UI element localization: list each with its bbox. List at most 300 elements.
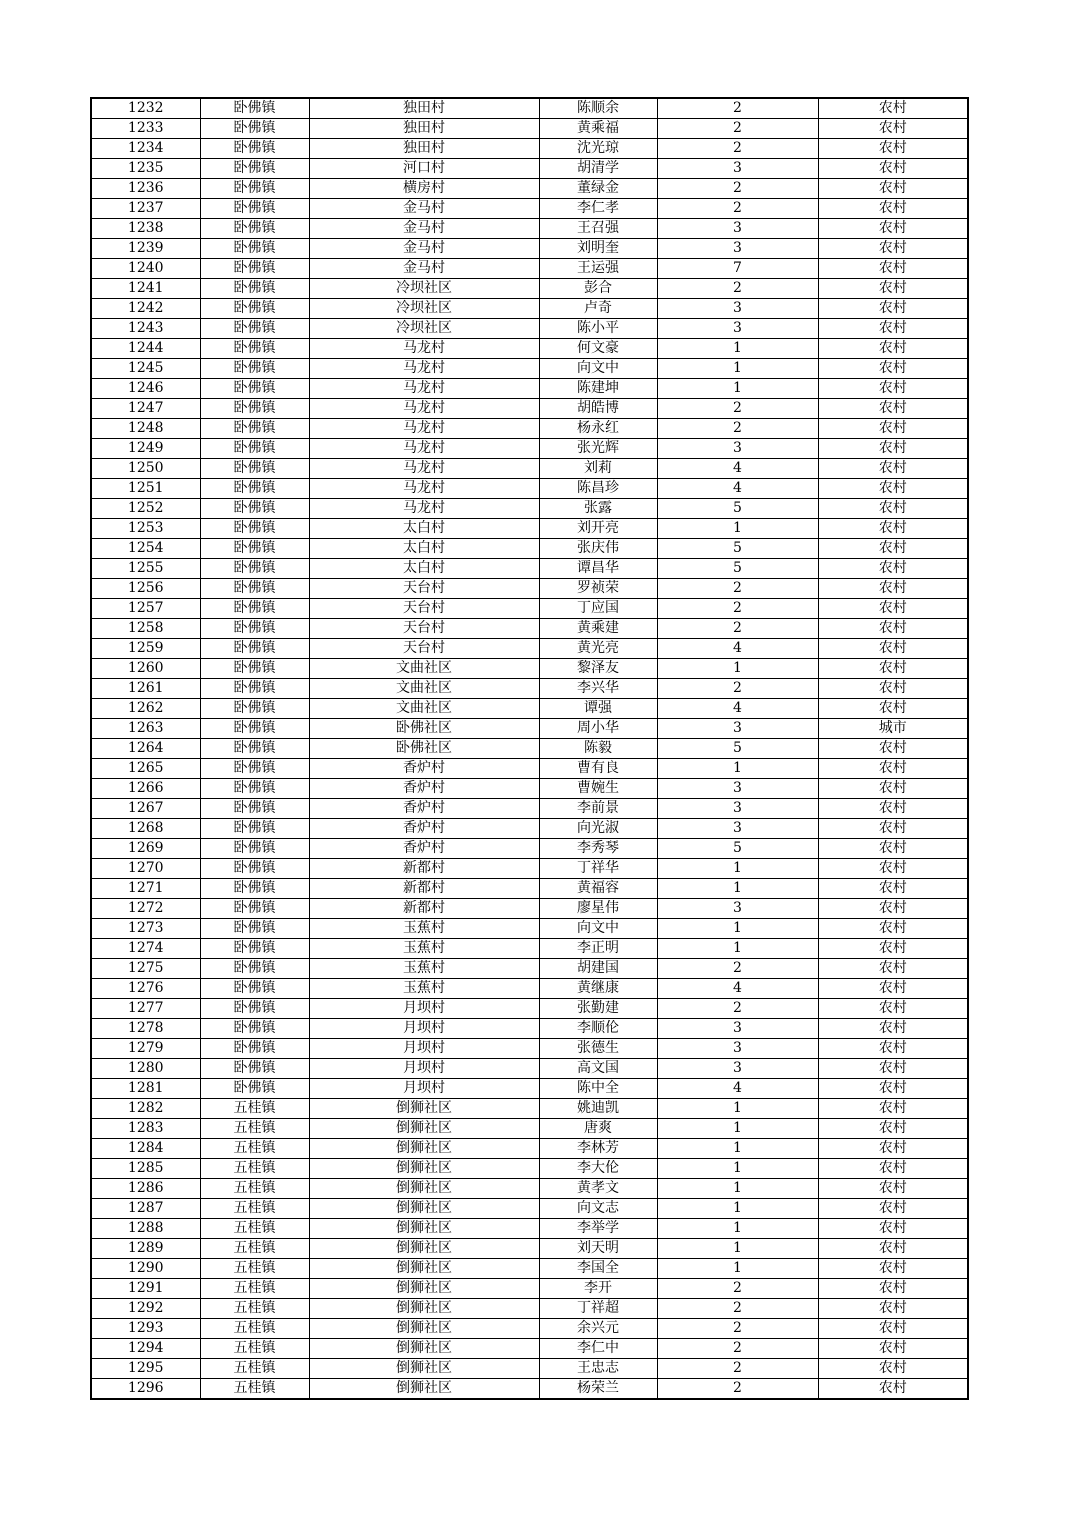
count-cell: 1 <box>657 379 818 399</box>
town-cell: 卧佛镇 <box>200 719 309 739</box>
row-number-cell: 1243 <box>91 319 200 339</box>
name-cell: 黄乘福 <box>539 119 657 139</box>
row-number-cell: 1237 <box>91 199 200 219</box>
name-cell: 陈昌珍 <box>539 479 657 499</box>
type-cell: 农村 <box>818 479 968 499</box>
type-cell: 农村 <box>818 259 968 279</box>
town-cell: 卧佛镇 <box>200 559 309 579</box>
table-row <box>91 559 968 579</box>
town-cell: 五桂镇 <box>200 1379 309 1400</box>
village-cell: 马龙村 <box>309 499 539 519</box>
town-cell: 卧佛镇 <box>200 179 309 199</box>
table-row <box>91 179 968 199</box>
type-cell: 农村 <box>818 499 968 519</box>
name-cell: 何文豪 <box>539 339 657 359</box>
town-cell: 卧佛镇 <box>200 339 309 359</box>
type-cell: 农村 <box>818 239 968 259</box>
table-row <box>91 679 968 699</box>
town-cell: 卧佛镇 <box>200 619 309 639</box>
row-number-cell: 1254 <box>91 539 200 559</box>
type-cell: 农村 <box>818 98 968 119</box>
town-cell: 五桂镇 <box>200 1099 309 1119</box>
town-cell: 卧佛镇 <box>200 959 309 979</box>
town-cell: 卧佛镇 <box>200 999 309 1019</box>
row-number-cell: 1296 <box>91 1379 200 1400</box>
count-cell: 3 <box>657 1039 818 1059</box>
row-number-cell: 1249 <box>91 439 200 459</box>
name-cell: 王运强 <box>539 259 657 279</box>
name-cell: 卢奇 <box>539 299 657 319</box>
town-cell: 卧佛镇 <box>200 379 309 399</box>
village-cell: 玉蕉村 <box>309 979 539 999</box>
town-cell: 卧佛镇 <box>200 139 309 159</box>
name-cell: 姚迪凯 <box>539 1099 657 1119</box>
type-cell: 农村 <box>818 1059 968 1079</box>
table-row <box>91 779 968 799</box>
row-number-cell: 1262 <box>91 699 200 719</box>
count-cell: 5 <box>657 839 818 859</box>
type-cell: 农村 <box>818 1379 968 1400</box>
row-number-cell: 1256 <box>91 579 200 599</box>
row-number-cell: 1292 <box>91 1299 200 1319</box>
count-cell: 4 <box>657 479 818 499</box>
village-cell: 天台村 <box>309 639 539 659</box>
row-number-cell: 1247 <box>91 399 200 419</box>
row-number-cell: 1244 <box>91 339 200 359</box>
village-cell: 玉蕉村 <box>309 959 539 979</box>
name-cell: 黄乘建 <box>539 619 657 639</box>
row-number-cell: 1285 <box>91 1159 200 1179</box>
name-cell: 向文中 <box>539 359 657 379</box>
village-cell: 倒狮社区 <box>309 1219 539 1239</box>
town-cell: 卧佛镇 <box>200 519 309 539</box>
village-cell: 倒狮社区 <box>309 1159 539 1179</box>
table-row <box>91 519 968 539</box>
count-cell: 2 <box>657 279 818 299</box>
count-cell: 3 <box>657 819 818 839</box>
name-cell: 谭昌华 <box>539 559 657 579</box>
village-cell: 金马村 <box>309 259 539 279</box>
village-cell: 河口村 <box>309 159 539 179</box>
village-cell: 倒狮社区 <box>309 1319 539 1339</box>
village-cell: 倒狮社区 <box>309 1179 539 1199</box>
table-row <box>91 599 968 619</box>
village-cell: 独田村 <box>309 98 539 119</box>
row-number-cell: 1279 <box>91 1039 200 1059</box>
table-row <box>91 999 968 1019</box>
name-cell: 张庆伟 <box>539 539 657 559</box>
table-row <box>91 799 968 819</box>
table-row <box>91 219 968 239</box>
row-number-cell: 1233 <box>91 119 200 139</box>
table-row <box>91 379 968 399</box>
row-number-cell: 1259 <box>91 639 200 659</box>
type-cell: 农村 <box>818 439 968 459</box>
count-cell: 1 <box>657 359 818 379</box>
name-cell: 李前景 <box>539 799 657 819</box>
table-row <box>91 299 968 319</box>
type-cell: 农村 <box>818 1099 968 1119</box>
row-number-cell: 1268 <box>91 819 200 839</box>
name-cell: 陈毅 <box>539 739 657 759</box>
type-cell: 农村 <box>818 299 968 319</box>
row-number-cell: 1236 <box>91 179 200 199</box>
count-cell: 2 <box>657 619 818 639</box>
count-cell: 3 <box>657 159 818 179</box>
count-cell: 1 <box>657 759 818 779</box>
row-number-cell: 1287 <box>91 1199 200 1219</box>
name-cell: 黄继康 <box>539 979 657 999</box>
count-cell: 1 <box>657 1219 818 1239</box>
count-cell: 4 <box>657 979 818 999</box>
count-cell: 1 <box>657 659 818 679</box>
name-cell: 刘开亮 <box>539 519 657 539</box>
table-row <box>91 1259 968 1279</box>
town-cell: 五桂镇 <box>200 1119 309 1139</box>
type-cell: 农村 <box>818 1199 968 1219</box>
name-cell: 李秀琴 <box>539 839 657 859</box>
count-cell: 2 <box>657 1319 818 1339</box>
table-row <box>91 98 968 119</box>
table-row <box>91 359 968 379</box>
row-number-cell: 1251 <box>91 479 200 499</box>
table-row <box>91 1379 968 1400</box>
name-cell: 向文中 <box>539 919 657 939</box>
type-cell: 农村 <box>818 459 968 479</box>
village-cell: 马龙村 <box>309 379 539 399</box>
village-cell: 横房村 <box>309 179 539 199</box>
type-cell: 农村 <box>818 1279 968 1299</box>
village-cell: 月坝村 <box>309 1079 539 1099</box>
table-row <box>91 839 968 859</box>
town-cell: 卧佛镇 <box>200 879 309 899</box>
town-cell: 卧佛镇 <box>200 399 309 419</box>
row-number-cell: 1248 <box>91 419 200 439</box>
type-cell: 农村 <box>818 159 968 179</box>
count-cell: 2 <box>657 1339 818 1359</box>
table-row <box>91 499 968 519</box>
village-cell: 卧佛社区 <box>309 719 539 739</box>
village-cell: 香炉村 <box>309 819 539 839</box>
village-cell: 倒狮社区 <box>309 1139 539 1159</box>
town-cell: 五桂镇 <box>200 1199 309 1219</box>
table-row <box>91 1319 968 1339</box>
village-cell: 倒狮社区 <box>309 1119 539 1139</box>
village-cell: 倒狮社区 <box>309 1339 539 1359</box>
village-cell: 新都村 <box>309 859 539 879</box>
village-cell: 独田村 <box>309 139 539 159</box>
name-cell: 张德生 <box>539 1039 657 1059</box>
row-number-cell: 1294 <box>91 1339 200 1359</box>
name-cell: 陈中全 <box>539 1079 657 1099</box>
town-cell: 卧佛镇 <box>200 439 309 459</box>
name-cell: 陈小平 <box>539 319 657 339</box>
table-row <box>91 699 968 719</box>
town-cell: 卧佛镇 <box>200 459 309 479</box>
table-row <box>91 659 968 679</box>
name-cell: 王忠志 <box>539 1359 657 1379</box>
count-cell: 5 <box>657 499 818 519</box>
town-cell: 卧佛镇 <box>200 679 309 699</box>
table-row <box>91 1119 968 1139</box>
table-row <box>91 919 968 939</box>
village-cell: 天台村 <box>309 579 539 599</box>
town-cell: 卧佛镇 <box>200 239 309 259</box>
village-cell: 玉蕉村 <box>309 919 539 939</box>
village-cell: 月坝村 <box>309 1039 539 1059</box>
type-cell: 农村 <box>818 1119 968 1139</box>
row-number-cell: 1272 <box>91 899 200 919</box>
count-cell: 1 <box>657 1259 818 1279</box>
table-row <box>91 1019 968 1039</box>
table-row <box>91 139 968 159</box>
count-cell: 1 <box>657 939 818 959</box>
row-number-cell: 1293 <box>91 1319 200 1339</box>
table-row <box>91 419 968 439</box>
name-cell: 李开 <box>539 1279 657 1299</box>
name-cell: 李顺伦 <box>539 1019 657 1039</box>
table-row <box>91 259 968 279</box>
town-cell: 五桂镇 <box>200 1239 309 1259</box>
row-number-cell: 1284 <box>91 1139 200 1159</box>
count-cell: 7 <box>657 259 818 279</box>
count-cell: 4 <box>657 699 818 719</box>
table-row <box>91 719 968 739</box>
name-cell: 李举学 <box>539 1219 657 1239</box>
town-cell: 五桂镇 <box>200 1139 309 1159</box>
town-cell: 卧佛镇 <box>200 979 309 999</box>
type-cell: 农村 <box>818 199 968 219</box>
type-cell: 农村 <box>818 739 968 759</box>
type-cell: 农村 <box>818 559 968 579</box>
count-cell: 5 <box>657 739 818 759</box>
town-cell: 卧佛镇 <box>200 539 309 559</box>
table-row <box>91 1179 968 1199</box>
type-cell: 农村 <box>818 1339 968 1359</box>
row-number-cell: 1278 <box>91 1019 200 1039</box>
type-cell: 农村 <box>818 839 968 859</box>
type-cell: 农村 <box>818 1179 968 1199</box>
count-cell: 3 <box>657 1059 818 1079</box>
name-cell: 周小华 <box>539 719 657 739</box>
row-number-cell: 1289 <box>91 1239 200 1259</box>
count-cell: 2 <box>657 119 818 139</box>
town-cell: 卧佛镇 <box>200 819 309 839</box>
village-cell: 倒狮社区 <box>309 1199 539 1219</box>
town-cell: 卧佛镇 <box>200 759 309 779</box>
town-cell: 卧佛镇 <box>200 659 309 679</box>
name-cell: 杨永红 <box>539 419 657 439</box>
row-number-cell: 1257 <box>91 599 200 619</box>
count-cell: 1 <box>657 1239 818 1259</box>
type-cell: 农村 <box>818 359 968 379</box>
name-cell: 李兴华 <box>539 679 657 699</box>
row-number-cell: 1280 <box>91 1059 200 1079</box>
type-cell: 农村 <box>818 279 968 299</box>
row-number-cell: 1238 <box>91 219 200 239</box>
count-cell: 3 <box>657 799 818 819</box>
town-cell: 卧佛镇 <box>200 279 309 299</box>
count-cell: 3 <box>657 1019 818 1039</box>
row-number-cell: 1275 <box>91 959 200 979</box>
village-cell: 金马村 <box>309 219 539 239</box>
village-cell: 太白村 <box>309 519 539 539</box>
type-cell: 农村 <box>818 219 968 239</box>
name-cell: 黄光亮 <box>539 639 657 659</box>
row-number-cell: 1241 <box>91 279 200 299</box>
row-number-cell: 1265 <box>91 759 200 779</box>
row-number-cell: 1288 <box>91 1219 200 1239</box>
row-number-cell: 1267 <box>91 799 200 819</box>
type-cell: 农村 <box>818 859 968 879</box>
name-cell: 廖星伟 <box>539 899 657 919</box>
town-cell: 五桂镇 <box>200 1299 309 1319</box>
name-cell: 丁应国 <box>539 599 657 619</box>
row-number-cell: 1245 <box>91 359 200 379</box>
row-number-cell: 1250 <box>91 459 200 479</box>
village-cell: 冷坝社区 <box>309 319 539 339</box>
name-cell: 罗祯荣 <box>539 579 657 599</box>
village-cell: 独田村 <box>309 119 539 139</box>
type-cell: 农村 <box>818 1219 968 1239</box>
type-cell: 农村 <box>818 699 968 719</box>
town-cell: 卧佛镇 <box>200 939 309 959</box>
name-cell: 向文志 <box>539 1199 657 1219</box>
type-cell: 农村 <box>818 1039 968 1059</box>
name-cell: 王召强 <box>539 219 657 239</box>
row-number-cell: 1255 <box>91 559 200 579</box>
name-cell: 高文国 <box>539 1059 657 1079</box>
name-cell: 李仁孝 <box>539 199 657 219</box>
table-row <box>91 279 968 299</box>
name-cell: 胡清学 <box>539 159 657 179</box>
row-number-cell: 1271 <box>91 879 200 899</box>
count-cell: 3 <box>657 239 818 259</box>
table-row <box>91 739 968 759</box>
village-cell: 玉蕉村 <box>309 939 539 959</box>
type-cell: 农村 <box>818 179 968 199</box>
table-row <box>91 159 968 179</box>
type-cell: 农村 <box>818 119 968 139</box>
town-cell: 卧佛镇 <box>200 1019 309 1039</box>
name-cell: 唐爽 <box>539 1119 657 1139</box>
type-cell: 农村 <box>818 919 968 939</box>
row-number-cell: 1276 <box>91 979 200 999</box>
table-row <box>91 899 968 919</box>
count-cell: 1 <box>657 1179 818 1199</box>
village-cell: 天台村 <box>309 619 539 639</box>
row-number-cell: 1269 <box>91 839 200 859</box>
name-cell: 张光辉 <box>539 439 657 459</box>
name-cell: 董绿金 <box>539 179 657 199</box>
type-cell: 农村 <box>818 779 968 799</box>
row-number-cell: 1239 <box>91 239 200 259</box>
table-row <box>91 1299 968 1319</box>
type-cell: 农村 <box>818 379 968 399</box>
count-cell: 3 <box>657 219 818 239</box>
village-cell: 马龙村 <box>309 359 539 379</box>
town-cell: 五桂镇 <box>200 1319 309 1339</box>
table-row <box>91 979 968 999</box>
type-cell: 农村 <box>818 319 968 339</box>
table-row <box>91 539 968 559</box>
name-cell: 李仁中 <box>539 1339 657 1359</box>
name-cell: 李大伦 <box>539 1159 657 1179</box>
row-number-cell: 1263 <box>91 719 200 739</box>
name-cell: 沈光琼 <box>539 139 657 159</box>
type-cell: 农村 <box>818 1079 968 1099</box>
village-cell: 月坝村 <box>309 1019 539 1039</box>
village-cell: 冷坝社区 <box>309 299 539 319</box>
count-cell: 2 <box>657 399 818 419</box>
town-cell: 卧佛镇 <box>200 1079 309 1099</box>
name-cell: 胡建国 <box>539 959 657 979</box>
type-cell: 农村 <box>818 1239 968 1259</box>
name-cell: 陈顺余 <box>539 98 657 119</box>
name-cell: 黄孝文 <box>539 1179 657 1199</box>
count-cell: 1 <box>657 1119 818 1139</box>
town-cell: 卧佛镇 <box>200 739 309 759</box>
town-cell: 卧佛镇 <box>200 1039 309 1059</box>
type-cell: 农村 <box>818 579 968 599</box>
village-cell: 新都村 <box>309 899 539 919</box>
row-number-cell: 1282 <box>91 1099 200 1119</box>
table-row <box>91 619 968 639</box>
name-cell: 张露 <box>539 499 657 519</box>
town-cell: 卧佛镇 <box>200 259 309 279</box>
town-cell: 卧佛镇 <box>200 499 309 519</box>
row-number-cell: 1286 <box>91 1179 200 1199</box>
type-cell: 农村 <box>818 1019 968 1039</box>
table-row <box>91 1359 968 1379</box>
count-cell: 2 <box>657 1359 818 1379</box>
type-cell: 农村 <box>818 959 968 979</box>
table-row <box>91 319 968 339</box>
data-table <box>90 97 969 1400</box>
count-cell: 3 <box>657 779 818 799</box>
name-cell: 黎泽友 <box>539 659 657 679</box>
table-row <box>91 1139 968 1159</box>
row-number-cell: 1283 <box>91 1119 200 1139</box>
row-number-cell: 1252 <box>91 499 200 519</box>
count-cell: 1 <box>657 519 818 539</box>
town-cell: 五桂镇 <box>200 1179 309 1199</box>
table-row <box>91 1279 968 1299</box>
town-cell: 卧佛镇 <box>200 159 309 179</box>
type-cell: 农村 <box>818 139 968 159</box>
type-cell: 农村 <box>818 1319 968 1339</box>
name-cell: 刘莉 <box>539 459 657 479</box>
village-cell: 马龙村 <box>309 479 539 499</box>
village-cell: 倒狮社区 <box>309 1299 539 1319</box>
count-cell: 1 <box>657 1139 818 1159</box>
row-number-cell: 1281 <box>91 1079 200 1099</box>
town-cell: 五桂镇 <box>200 1359 309 1379</box>
type-cell: 农村 <box>818 999 968 1019</box>
village-cell: 马龙村 <box>309 399 539 419</box>
town-cell: 五桂镇 <box>200 1259 309 1279</box>
count-cell: 2 <box>657 999 818 1019</box>
count-cell: 1 <box>657 1199 818 1219</box>
name-cell: 李林芳 <box>539 1139 657 1159</box>
table-row <box>91 1199 968 1219</box>
town-cell: 卧佛镇 <box>200 119 309 139</box>
type-cell: 农村 <box>818 659 968 679</box>
type-cell: 农村 <box>818 539 968 559</box>
name-cell: 丁祥华 <box>539 859 657 879</box>
type-cell: 农村 <box>818 819 968 839</box>
type-cell: 农村 <box>818 879 968 899</box>
